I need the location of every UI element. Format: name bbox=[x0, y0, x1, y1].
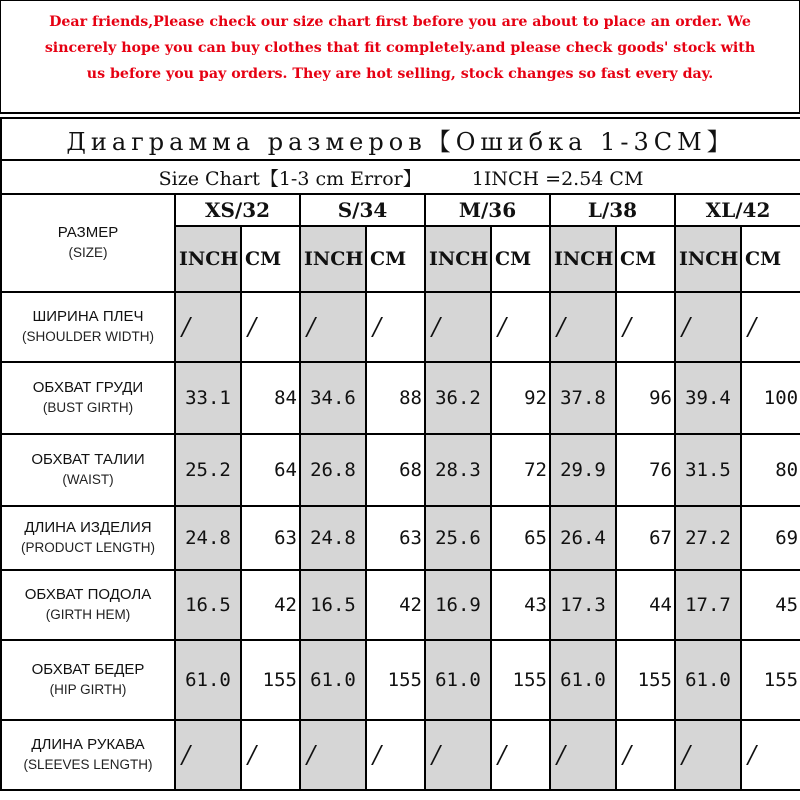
cm-value-cell: 42 bbox=[366, 570, 425, 640]
cm-value-cell: 63 bbox=[366, 506, 425, 570]
table-row bbox=[1, 640, 800, 720]
cm-value-cell: / bbox=[366, 292, 425, 362]
cm-value-cell: 65 bbox=[491, 506, 550, 570]
measurement-label-ru: ШИРИНА ПЛЕЧ bbox=[32, 308, 144, 325]
size-chart-table bbox=[0, 117, 800, 791]
unit-inch-header: INCH bbox=[675, 226, 741, 292]
cm-value-cell: 76 bbox=[616, 434, 675, 506]
cm-value-cell: 72 bbox=[491, 434, 550, 506]
cm-value-cell: 67 bbox=[616, 506, 675, 570]
inch-value-cell: 24.8 bbox=[175, 506, 241, 570]
cm-value-cell: / bbox=[741, 720, 800, 790]
measurement-label-ru: ОБХВАТ ТАЛИИ bbox=[31, 451, 145, 468]
measurement-label bbox=[1, 362, 175, 434]
cm-value-cell: 155 bbox=[616, 640, 675, 720]
inch-value-cell: 24.8 bbox=[300, 506, 366, 570]
unit-inch-header: INCH bbox=[175, 226, 241, 292]
cm-value-cell: / bbox=[616, 292, 675, 362]
inch-value-cell: 33.1 bbox=[175, 362, 241, 434]
inch-value-cell: / bbox=[425, 720, 491, 790]
inch-value-cell: 26.4 bbox=[550, 506, 616, 570]
measurement-label-ru: ОБХВАТ ГРУДИ bbox=[32, 379, 144, 396]
inch-value-cell: / bbox=[425, 292, 491, 362]
inch-value-cell: 34.6 bbox=[300, 362, 366, 434]
cm-value-cell: 68 bbox=[366, 434, 425, 506]
table-row bbox=[1, 720, 800, 790]
inch-value-cell: 17.7 bbox=[675, 570, 741, 640]
inch-value-cell: / bbox=[550, 292, 616, 362]
inch-value-cell: / bbox=[175, 292, 241, 362]
cm-value-cell: 63 bbox=[241, 506, 300, 570]
cm-value-cell: 45 bbox=[741, 570, 800, 640]
measurement-label-en: (WAIST) bbox=[62, 472, 114, 487]
notice-banner bbox=[0, 0, 800, 114]
inch-value-cell: 16.5 bbox=[300, 570, 366, 640]
cm-value-cell: / bbox=[741, 292, 800, 362]
size-header-1: S/34 bbox=[300, 194, 425, 226]
cm-value-cell: / bbox=[491, 720, 550, 790]
inch-value-cell: 26.8 bbox=[300, 434, 366, 506]
unit-inch-header: INCH bbox=[550, 226, 616, 292]
measurement-label-en: (SLEEVES LENGTH) bbox=[23, 757, 153, 772]
unit-cm-header: CM bbox=[741, 226, 800, 292]
inch-value-cell: / bbox=[300, 292, 366, 362]
cm-value-cell: 155 bbox=[491, 640, 550, 720]
cm-value-cell: 155 bbox=[741, 640, 800, 720]
unit-cm-header: CM bbox=[241, 226, 300, 292]
inch-value-cell: 61.0 bbox=[550, 640, 616, 720]
inch-value-cell: 16.9 bbox=[425, 570, 491, 640]
inch-value-cell: / bbox=[675, 292, 741, 362]
chart-subtitle bbox=[1, 160, 800, 194]
unit-cm-header: CM bbox=[616, 226, 675, 292]
size-label-cell bbox=[1, 194, 175, 292]
measurement-label-en: (SHOULDER WIDTH) bbox=[22, 329, 154, 344]
inch-value-cell: 37.8 bbox=[550, 362, 616, 434]
cm-value-cell: 84 bbox=[241, 362, 300, 434]
cm-value-cell: 155 bbox=[366, 640, 425, 720]
inch-value-cell: 16.5 bbox=[175, 570, 241, 640]
inch-value-cell: / bbox=[175, 720, 241, 790]
cm-value-cell: / bbox=[241, 720, 300, 790]
unit-cm-header: CM bbox=[491, 226, 550, 292]
cm-value-cell: / bbox=[491, 292, 550, 362]
measurement-label-ru: ОБХВАТ БЕДЕР bbox=[31, 661, 145, 678]
inch-value-cell: 61.0 bbox=[425, 640, 491, 720]
inch-value-cell: 29.9 bbox=[550, 434, 616, 506]
measurement-label-en: (HIP GIRTH) bbox=[49, 682, 127, 697]
inch-value-cell: 61.0 bbox=[175, 640, 241, 720]
inch-value-cell: 39.4 bbox=[675, 362, 741, 434]
cm-value-cell: 64 bbox=[241, 434, 300, 506]
measurement-label-en: (GIRTH HEM) bbox=[45, 607, 131, 622]
cm-value-cell: 44 bbox=[616, 570, 675, 640]
inch-value-cell: 31.5 bbox=[675, 434, 741, 506]
notice-line-1: Dear friends,Please check our size chart first before you are about to place an order. We bbox=[49, 14, 751, 30]
measurement-label bbox=[1, 640, 175, 720]
chart-title-en: Size Chart【1-3 cm Error】 bbox=[158, 167, 422, 190]
inch-value-cell: 25.6 bbox=[425, 506, 491, 570]
notice-line-2: sincerely hope you can buy clothes that fit completely.and please check goods' stock with bbox=[44, 40, 756, 56]
measurement-label bbox=[1, 434, 175, 506]
table-row bbox=[1, 362, 800, 434]
inch-value-cell: 61.0 bbox=[300, 640, 366, 720]
measurement-label bbox=[1, 720, 175, 790]
table-row bbox=[1, 506, 800, 570]
cm-value-cell: / bbox=[366, 720, 425, 790]
inch-value-cell: / bbox=[675, 720, 741, 790]
size-label-en: (SIZE) bbox=[68, 245, 108, 260]
size-header-3: L/38 bbox=[550, 194, 675, 226]
inch-value-cell: 17.3 bbox=[550, 570, 616, 640]
measurement-label-ru: ДЛИНА РУКАВА bbox=[31, 736, 145, 753]
size-header-4: XL/42 bbox=[675, 194, 800, 226]
inch-value-cell: / bbox=[550, 720, 616, 790]
cm-value-cell: 42 bbox=[241, 570, 300, 640]
cm-value-cell: 155 bbox=[241, 640, 300, 720]
measurement-label-en: (PRODUCT LENGTH) bbox=[20, 540, 155, 555]
measurement-label-ru: ДЛИНА ИЗДЕЛИЯ bbox=[24, 519, 152, 536]
unit-inch-header: INCH bbox=[425, 226, 491, 292]
measurement-label bbox=[1, 570, 175, 640]
measurement-label bbox=[1, 292, 175, 362]
table-row bbox=[1, 292, 800, 362]
measurement-label bbox=[1, 506, 175, 570]
unit-inch-header: INCH bbox=[300, 226, 366, 292]
unit-cm-header: CM bbox=[366, 226, 425, 292]
inch-value-cell: 27.2 bbox=[675, 506, 741, 570]
size-header-0: XS/32 bbox=[175, 194, 300, 226]
cm-value-cell: / bbox=[241, 292, 300, 362]
inch-value-cell: 61.0 bbox=[675, 640, 741, 720]
table-row bbox=[1, 434, 800, 506]
chart-title-ru: Диаграмма размеров【Ошибка 1-3CM】 bbox=[1, 118, 800, 160]
cm-value-cell: 43 bbox=[491, 570, 550, 640]
cm-value-cell: 88 bbox=[366, 362, 425, 434]
inch-value-cell: / bbox=[300, 720, 366, 790]
cm-value-cell: 96 bbox=[616, 362, 675, 434]
cm-value-cell: 100 bbox=[741, 362, 800, 434]
cm-value-cell: 92 bbox=[491, 362, 550, 434]
inch-value-cell: 28.3 bbox=[425, 434, 491, 506]
inch-conversion: 1INCH =2.54 CM bbox=[471, 167, 644, 190]
measurement-label-ru: ОБХВАТ ПОДОЛА bbox=[24, 586, 152, 603]
inch-value-cell: 36.2 bbox=[425, 362, 491, 434]
notice-line-3: us before you pay orders. They are hot selling, stock changes so fast every day. bbox=[86, 66, 714, 82]
cm-value-cell: 80 bbox=[741, 434, 800, 506]
size-label-ru: РАЗМЕР bbox=[57, 224, 119, 241]
table-row bbox=[1, 570, 800, 640]
measurement-label-en: (BUST GIRTH) bbox=[42, 400, 134, 415]
cm-value-cell: / bbox=[616, 720, 675, 790]
inch-value-cell: 25.2 bbox=[175, 434, 241, 506]
size-header-2: M/36 bbox=[425, 194, 550, 226]
cm-value-cell: 69 bbox=[741, 506, 800, 570]
